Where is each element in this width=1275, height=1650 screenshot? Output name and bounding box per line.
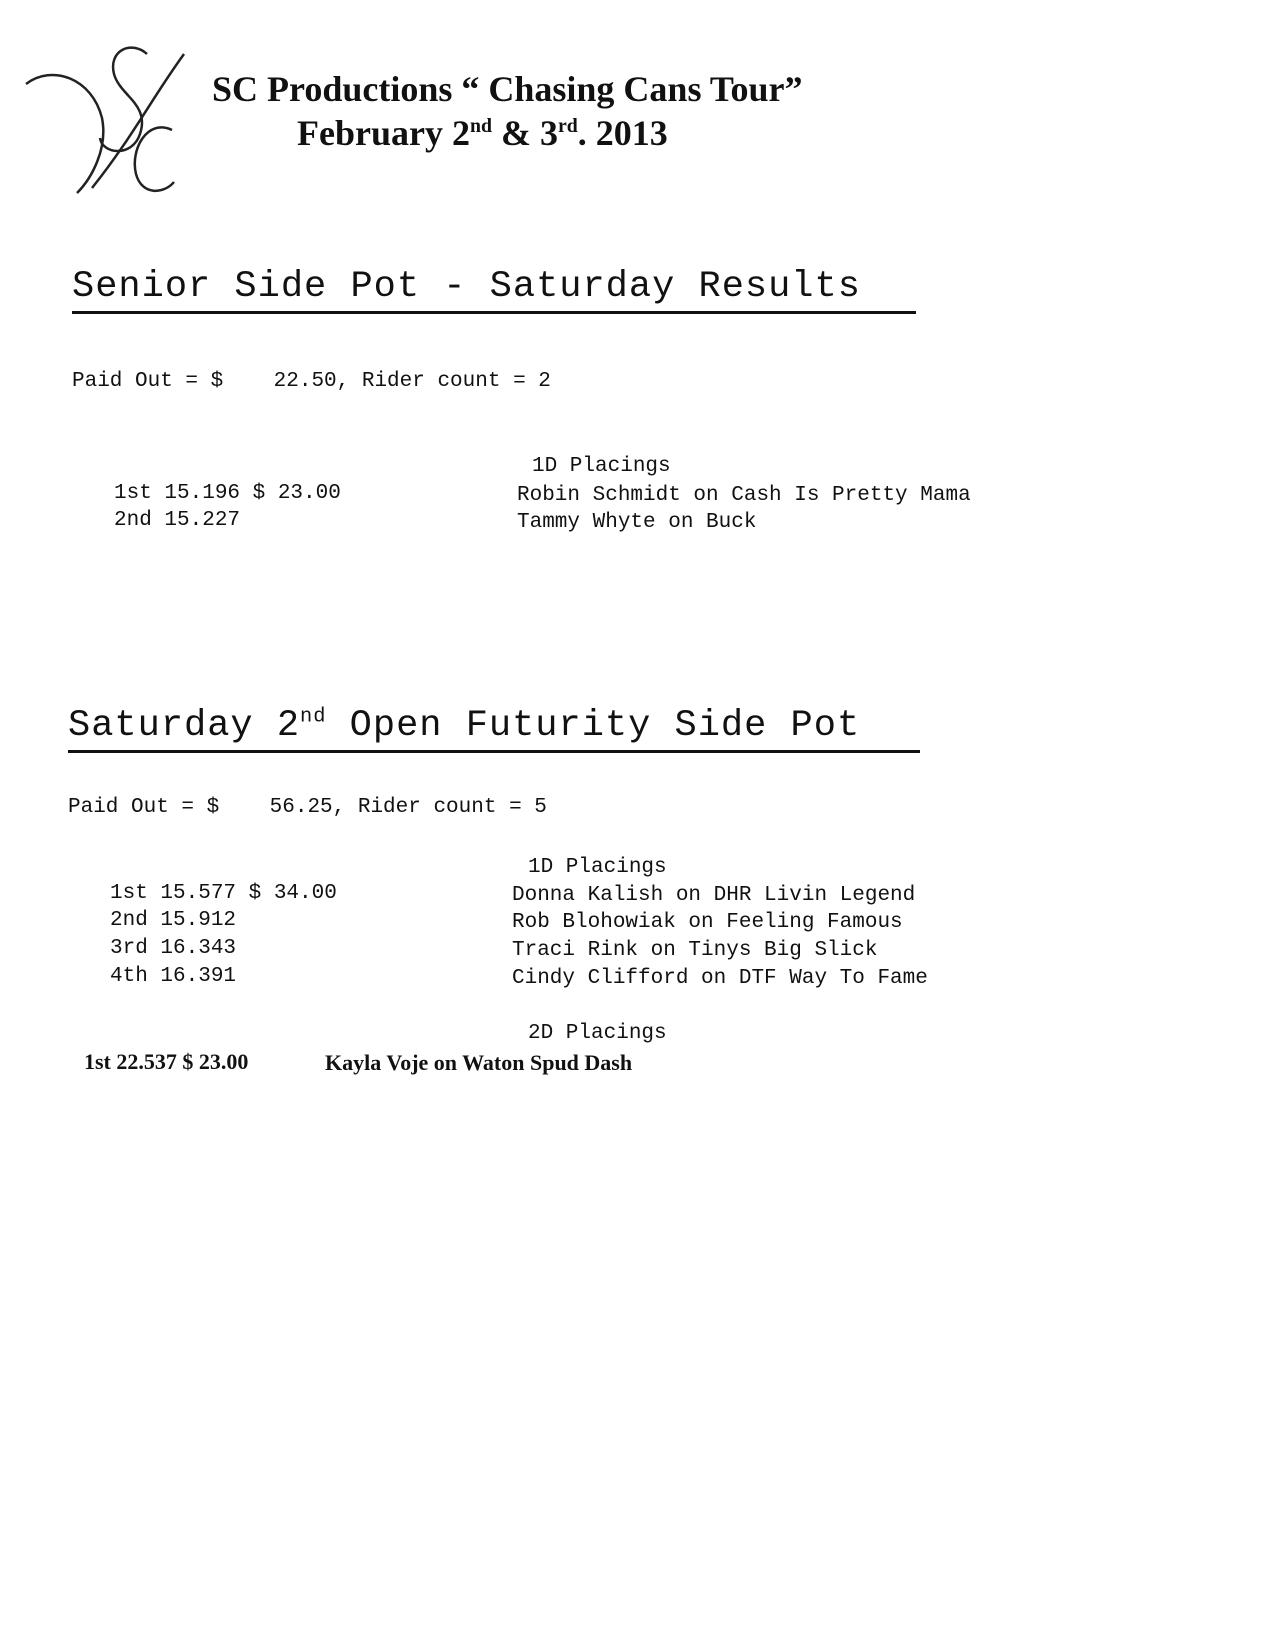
section2-1d-place-2: 2nd 15.912	[110, 909, 237, 932]
section1-heading: Senior Side Pot - Saturday Results	[72, 266, 861, 308]
section2-underline	[68, 750, 920, 753]
section2-1d-place-4: 4th 16.391	[110, 965, 237, 988]
sc-logo	[22, 38, 202, 203]
section1-1d-rider-2: Tammy Whyte on Buck	[517, 511, 757, 534]
section2-1d-rider-1: Donna Kalish on DHR Livin Legend	[512, 884, 916, 907]
section2-1d-rider-4: Cindy Clifford on DTF Way To Fame	[512, 967, 928, 990]
section2-1d-place-3: 3rd 16.343	[110, 937, 237, 960]
section2-1d-label: 1D Placings	[528, 856, 667, 879]
section2-1d-place-1: 1st 15.577 $ 34.00	[110, 882, 337, 905]
date-part-b: & 3	[491, 113, 558, 153]
section1-underline	[72, 311, 916, 314]
document-date	[297, 112, 668, 154]
section2-heading-part-b: Open Futurity Side Pot	[326, 705, 861, 747]
date-suffix-rd: rd	[557, 115, 578, 137]
date-part-a: February 2	[297, 113, 470, 153]
section2-1d-rider-2: Rob Blohowiak on Feeling Famous	[512, 911, 903, 934]
date-part-c: . 2013	[577, 113, 668, 153]
section2-paid-out: Paid Out = $ 56.25, Rider count = 5	[68, 796, 547, 819]
section1-1d-place-2: 2nd 15.227	[114, 509, 241, 532]
section2-heading-part-a: Saturday 2	[68, 705, 301, 747]
section2-heading-suffix: nd	[300, 705, 327, 729]
date-suffix-nd: nd	[469, 115, 492, 137]
section1-1d-label: 1D Placings	[532, 455, 671, 478]
section1-paid-out: Paid Out = $ 22.50, Rider count = 2	[72, 370, 551, 393]
section1-1d-place-1: 1st 15.196 $ 23.00	[114, 482, 341, 505]
section2-2d-place-1: 1st 22.537 $ 23.00	[84, 1049, 249, 1074]
section2-1d-rider-3: Traci Rink on Tinys Big Slick	[512, 939, 878, 962]
section2-2d-rider-1: Kayla Voje on Waton Spud Dash	[325, 1050, 633, 1075]
section2-heading	[68, 705, 860, 747]
document-title: SC Productions “ Chasing Cans Tour”	[212, 69, 803, 109]
section1-1d-rider-1: Robin Schmidt on Cash Is Pretty Mama	[517, 484, 971, 507]
section2-2d-label: 2D Placings	[528, 1022, 667, 1045]
